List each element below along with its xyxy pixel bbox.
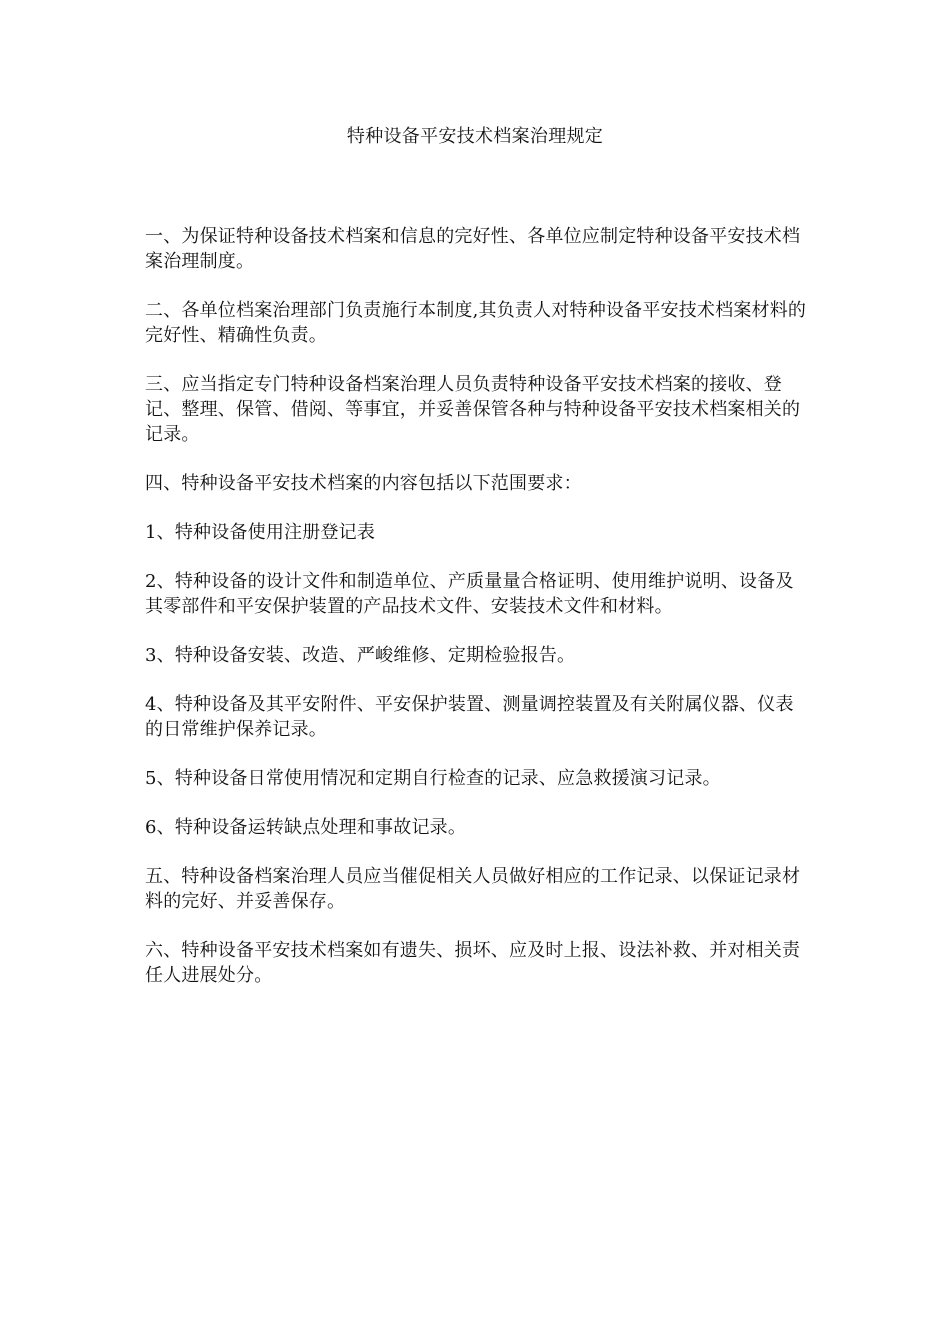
list-item-5: 5、特种设备日常使用情况和定期自行检查的记录、应急救援演习记录。 (145, 768, 721, 789)
paragraph-section-5: 五、特种设备档案治理人员应当催促相关人员做好相应的工作记录、以保证记录材料的完好、并妥善保存。 (145, 866, 801, 912)
paragraph-section-4: 四、特种设备平安技术档案的内容包括以下范围要求： (145, 473, 582, 494)
list-item-2: 2、特种设备的设计文件和制造单位、产质量量合格证明、使用维护说明、设备及其零部件和平安保护装置的产品技术文件、安装技术文件和材料。 (145, 571, 794, 617)
list-item-1: 1、特种设备使用注册登记表 (145, 522, 376, 543)
list-item-4: 4、特种设备及其平安附件、平安保护装置、测量调控装置及有关附属仪器、仪表的日常维护保养记录。 (145, 694, 794, 740)
document-body (145, 224, 807, 1012)
list-item-6: 6、特种设备运转缺点处理和事故记录。 (145, 817, 467, 838)
paragraph-section-2: 二、各单位档案治理部门负责施行本制度,其负责人对特种设备平安技术档案材料的完好性、精确性负责。 (145, 300, 807, 346)
paragraph-section-3: 三、应当指定专门特种设备档案治理人员负责特种设备平安技术档案的接收、登记、整理、保管、借阅、等事宜，并妥善保管各种与特种设备平安技术档案相关的记录。 (145, 374, 801, 445)
list-item-3: 3、特种设备安装、改造、严峻维修、定期检验报告。 (145, 645, 576, 666)
paragraph-section-6: 六、特种设备平安技术档案如有遗失、损坏、应及时上报、设法补救、并对相关责任人进展处分。 (145, 940, 801, 986)
paragraph-section-1: 一、为保证特种设备技术档案和信息的完好性、各单位应制定特种设备平安技术档案治理制度。 (145, 226, 801, 272)
document-title: 特种设备平安技术档案治理规定 (346, 126, 604, 147)
